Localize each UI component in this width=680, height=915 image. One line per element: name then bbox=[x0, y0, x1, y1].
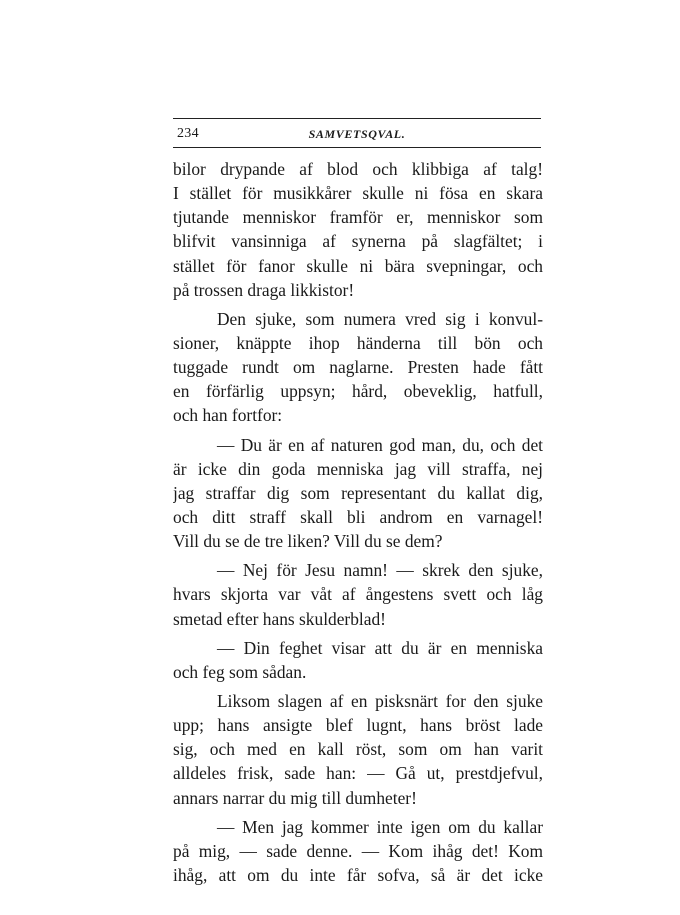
text-line: Den sjuke, som numera vred sig i konvul- bbox=[217, 308, 543, 329]
text-line: smetad efter hans skulderblad! bbox=[173, 608, 386, 629]
paragraph bbox=[173, 815, 543, 887]
text-line: sioner, knäppte ihop händerna till bön och bbox=[173, 332, 543, 353]
text-line: upp; hans ansigte blef lugnt, hans bröst lade bbox=[173, 715, 543, 736]
text-line: — Men jag kommer inte igen om du kallar bbox=[217, 816, 543, 837]
text-line: sig, och med en kall röst, som om han varit bbox=[173, 739, 543, 760]
text-line: annars narrar du mig till dumheter! bbox=[173, 787, 417, 808]
text-line: på mig, — sade denne. — Kom ihåg det! Kom bbox=[173, 840, 543, 861]
text-line: Liksom slagen af en pisksnärt for den sjuke bbox=[217, 690, 543, 711]
paragraph bbox=[173, 636, 543, 684]
text-line: tjutande menniskor framför er, menniskor som bbox=[173, 207, 543, 228]
text-line: och ditt straff skall bli androm en varnagel! bbox=[173, 506, 543, 527]
running-title: SAMVETSQVAL. bbox=[308, 127, 406, 141]
text-line: och han fortfor: bbox=[173, 405, 283, 426]
text-line: är icke din goda menniska jag vill straffa, nej bbox=[173, 458, 543, 479]
text-line: ihåg, att om du inte får sofva, så är det icke bbox=[173, 864, 543, 885]
paragraph bbox=[173, 558, 543, 630]
body-text bbox=[173, 157, 543, 887]
text-line: — Din feghet visar att du är en menniska bbox=[217, 637, 543, 658]
text-line: bilor drypande af blod och klibbiga af talg! bbox=[173, 159, 543, 179]
text-line: I stället för musikkårer skulle ni fösa en skara bbox=[173, 183, 543, 204]
text-line: — Nej för Jesu namn! — skrek den sjuke, bbox=[217, 560, 543, 581]
paragraph bbox=[173, 689, 543, 810]
text-line: på trossen draga likkistor! bbox=[173, 279, 355, 300]
paragraph bbox=[173, 307, 543, 428]
page-header bbox=[173, 123, 541, 145]
text-line: och feg som sådan. bbox=[173, 661, 307, 682]
text-line: en förfärlig uppsyn; hård, obeveklig, hatfull, bbox=[173, 381, 543, 402]
text-line: tuggade rundt om naglarne. Presten hade fått bbox=[173, 357, 543, 378]
header-rule-top bbox=[173, 118, 541, 119]
text-line: alldeles frisk, sade han: — Gå ut, prestdjefvul, bbox=[173, 763, 543, 784]
text-line: — Du är en af naturen god man, du, och det bbox=[217, 434, 543, 455]
text-line: stället för fanor skulle ni bära svepningar, och bbox=[173, 255, 543, 276]
paragraph bbox=[173, 157, 543, 302]
text-line: blifvit vansinniga af synerna på slagfältet; i bbox=[173, 231, 543, 252]
paragraph bbox=[173, 433, 543, 554]
text-line: hvars skjorta var våt af ångestens svett och låg bbox=[173, 584, 543, 605]
page-number: 234 bbox=[177, 126, 199, 141]
text-line: Vill du se de tre liken? Vill du se dem? bbox=[173, 531, 443, 552]
text-line: jag straffar dig som representant du kallat dig, bbox=[173, 482, 543, 503]
header-rule-bottom bbox=[173, 147, 541, 148]
